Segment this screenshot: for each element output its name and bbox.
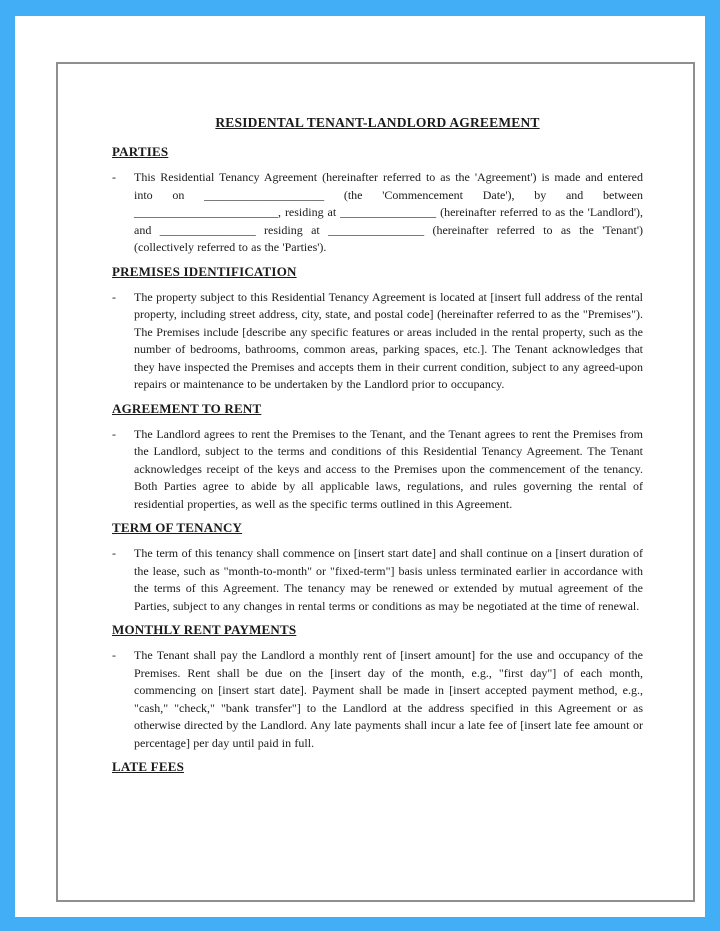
bullet-item	[112, 426, 643, 514]
bullet-item	[112, 647, 643, 752]
bullet-item	[112, 169, 643, 257]
section-heading: MONTHLY RENT PAYMENTS	[112, 622, 297, 637]
bullet-marker: -	[112, 289, 116, 304]
section-heading: TERM OF TENANCY	[112, 520, 243, 535]
section-heading: PARTIES	[112, 144, 169, 159]
bullet-marker: -	[112, 426, 116, 441]
bullet-item	[112, 545, 643, 615]
section-premises-identification	[112, 264, 643, 394]
bullet-paragraph: The Landlord agrees to rent the Premises to the Tenant, and the Tenant agrees to rent the Premises from the Landlord, subject to the terms and conditions of this Residential Tenancy Agreement. The Tenant acknowledges receipt of the keys and access to the Premises upon the commencement of the tenancy. Both Parties agree to abide by all applicable laws, regulations, and rules governing the rental of residential properties, as well as the specific terms outlined in this Agreement.	[134, 426, 643, 511]
bullet-marker: -	[112, 648, 116, 662]
bullet-paragraph: The Tenant shall pay the Landlord a monthly rent of [insert amount] for the use and occupancy of the Premises. Rent shall be due on the [insert day of the month, e.g., "first day"] of each month, commencing on [insert start date]. Payment shall be made in [insert accepted payment method, e.g., "cash," "check," "bank transfer"] to the Landlord at the address specified in this Agreement or as otherwise directed by the Landlord. Any late payments shall incur a late fee of [insert late fee amount or percentage] per day until paid in full.	[134, 648, 643, 750]
section-parties	[112, 144, 643, 257]
section-late-fees	[112, 759, 643, 775]
section-monthly-rent-payments	[112, 622, 643, 752]
bullet-item	[112, 289, 643, 394]
document-title: RESIDENTAL TENANT-LANDLORD AGREEMENT	[215, 115, 540, 130]
section-term-of-tenancy	[112, 520, 643, 615]
bullet-marker: -	[112, 546, 116, 560]
section-agreement-to-rent	[112, 401, 643, 514]
section-heading: LATE FEES	[112, 759, 184, 774]
document-page	[56, 62, 695, 902]
page-mat	[15, 16, 705, 917]
document-content	[58, 64, 693, 775]
section-heading: AGREEMENT TO RENT	[112, 400, 262, 416]
section-heading: PREMISES IDENTIFICATION	[112, 263, 297, 279]
bullet-paragraph: The term of this tenancy shall commence on [insert start date] and shall continue on a [insert duration of the lease, such as "month-to-month" or "fixed-term"] basis unless terminated earlier in accordance with the terms of this Agreement. The tenancy may be renewed or extended by mutual agreement of the Parties, subject to any changes in rental terms or conditions as may be negotiated at the time of renewal.	[134, 546, 643, 613]
bullet-paragraph: This Residential Tenancy Agreement (hereinafter referred to as the 'Agreement') is made and entered into on ____________________ (the 'Commencement Date'), by and between ________________________, residing at ________________ (hereinafter referred to as the 'Landlord'), and ________________ residing at ________________ (hereinafter referred to as the 'Tenant') (collectively referred to as the 'Parties').	[134, 170, 643, 254]
bullet-paragraph: The property subject to this Residential Tenancy Agreement is located at [insert full address of the rental property, including street address, city, state, and postal code] (hereinafter referred to as the "Premises"). The Premises include [describe any specific features or areas included in the rental property, such as the number of bedrooms, bathrooms, common areas, parking spaces, etc.]. The Tenant acknowledges that they have inspected the Premises and accepts them in their current condition, subject to any agreed-upon repairs or maintenance to be undertaken by the Landlord prior to occupancy.	[134, 289, 643, 391]
bullet-marker: -	[112, 170, 116, 184]
